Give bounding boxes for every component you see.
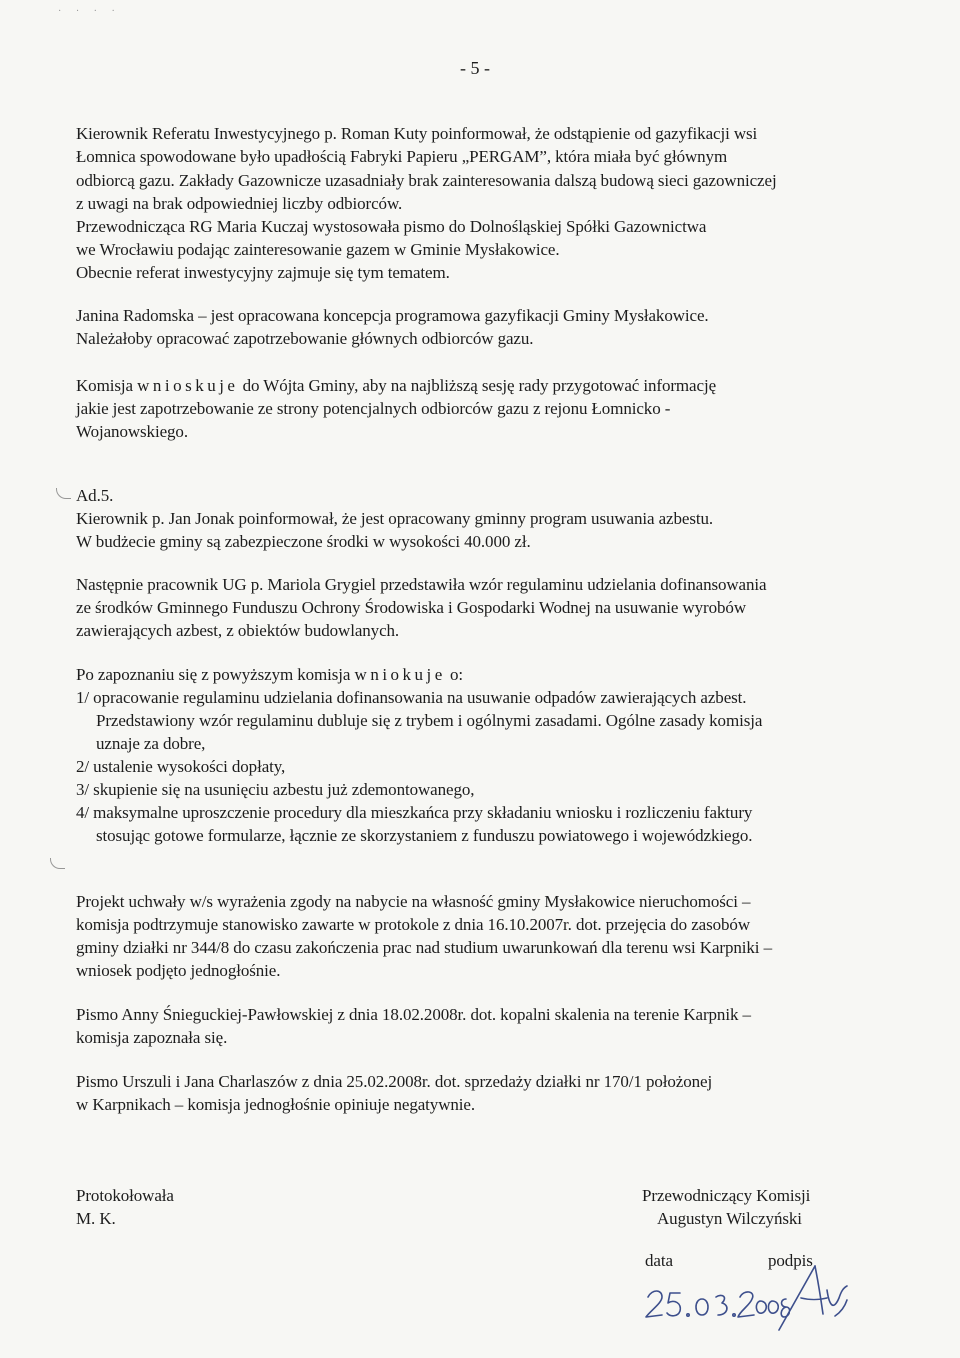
hole-punch-mark [50, 858, 65, 869]
p3-line-2: jakie jest zapotrzebowanie ze strony potencjalnych odbiorców gazu z rejonu Łomnicko - [76, 399, 671, 418]
p1-line-2: Łomnica spowodowane było upadłością Fabryki Papieru „PERGAM”, która miała być głównym [76, 147, 728, 166]
p1-line-6: we Wrocławiu podając zainteresowanie gazem w Gminie Mysłakowice. [76, 240, 560, 259]
p5-item-2: 2/ ustalenie wysokości dopłaty, [76, 757, 286, 776]
p1-line-7: Obecnie referat inwestycyjny zajmuje się tym tematem. [76, 263, 450, 282]
p3-lead: Komisja [76, 376, 133, 395]
p8-line-2: w Karpnikach – komisja jednogłośnie opiniuje negatywnie. [76, 1095, 476, 1114]
p6-line-2: komisja podtrzymuje stanowisko zawarte w protokole z dnia 16.10.2007r. dot. przejęcia do zasobów [76, 915, 751, 934]
handwritten-signature [775, 1260, 855, 1335]
p5-item-4-cont: stosując gotowe formularze, łącznie ze skorzystaniem z funduszu powiatowego i wojewódzkiego. [96, 826, 753, 845]
p5-rest: o: [449, 665, 464, 684]
p1-line-5: Przewodnicząca RG Maria Kuczaj wystosowała pismo do Dolnośląskiej Spółki Gazownictwa [76, 217, 707, 236]
p5-item-1-cont-a: Przedstawiony wzór regulaminu dubluje się z trybem i ogólnymi zasadami. Ogólne zasady komisja [96, 711, 763, 730]
p6-line-1: Projekt uchwały w/s wyrażenia zgody na nabycie na własność gminy Mysłakowice nieruchomości – [76, 892, 751, 911]
p1-line-3: odbiorcą gazu. Zakłady Gazownicze uzasadniały brak zainteresowania dalszą budową sieci gazowniczej [76, 171, 777, 190]
p7-line-2: komisja zapoznała się. [76, 1028, 228, 1047]
signature-label: podpis [768, 1251, 813, 1270]
chairman-title: Przewodniczący Komisji [642, 1186, 811, 1205]
ad5-line-2: W budżecie gminy są zabezpieczone środki w wysokości 40.000 zł. [76, 532, 531, 551]
p3-rest: do Wójta Gminy, aby na najbliższą sesję rady przygotować informację [242, 376, 717, 395]
p2-line-1: Janina Radomska – jest opracowana koncepcja programowa gazyfikacji Gminy Mysłakowice. [76, 306, 709, 325]
p7-line-1: Pismo Anny Śnieguckiej-Pawłowskiej z dnia 18.02.2008r. dot. kopalni skalenia na terenie Karpnik – [76, 1005, 751, 1024]
handwritten-date [640, 1275, 790, 1330]
p5-item-1-cont-b: uznaje za dobre, [96, 734, 206, 753]
recorder-title: Protokołowała [76, 1186, 174, 1205]
page-number: - 5 - [460, 58, 490, 78]
hole-punch-mark [56, 488, 71, 499]
scan-artifact-dots: · · · · [58, 6, 121, 17]
p3-spaced-word: wnioskuje [137, 376, 239, 395]
p6-line-3: gminy działki nr 344/8 do czasu zakończenia prac nad studium uwarunkowań dla terenu wsi Karpniki – [76, 938, 772, 957]
p5-spaced-word: wniokuje [354, 665, 446, 684]
p4-line-2: ze środków Gminnego Funduszu Ochrony Środowiska i Gospodarki Wodnej na usuwanie wyrobów [76, 598, 746, 617]
p8-line-1: Pismo Urszuli i Jana Charlaszów z dnia 25.02.2008r. dot. sprzedaży działki nr 170/1 położonej [76, 1072, 713, 1091]
p1-line-1: Kierownik Referatu Inwestycyjnego p. Roman Kuty poinformował, że odstąpienie od gazyfikacji wsi [76, 124, 758, 143]
recorder-initials: M. K. [76, 1209, 116, 1228]
p2-line-2: Należałoby opracować zapotrzebowanie głównych odbiorców gazu. [76, 329, 534, 348]
p1-line-4: z uwagi na brak odpowiedniej liczby odbiorców. [76, 194, 403, 213]
p3-line-1 [76, 375, 716, 397]
ad5-heading: Ad.5. [76, 486, 114, 505]
p5-item-1: 1/ opracowanie regulaminu udzielania dofinansowania na usuwanie odpadów zawierających azbest. [76, 688, 747, 707]
p5-item-3: 3/ skupienie się na usunięciu azbestu już zdemontowanego, [76, 780, 475, 799]
p5-line-1 [76, 664, 463, 686]
p3-line-3: Wojanowskiego. [76, 422, 188, 441]
p5-lead: Po zapoznaniu się z powyższym komisja [76, 665, 351, 684]
p4-line-3: zawierających azbest, z obiektów budowlanych. [76, 621, 400, 640]
p4-line-1: Następnie pracownik UG p. Mariola Grygiel przedstawiła wzór regulaminu udzielania dofinansowania [76, 575, 767, 594]
p5-item-4: 4/ maksymalne uproszczenie procedury dla mieszkańca przy składaniu wniosku i rozliczeniu faktury [76, 803, 753, 822]
ad5-line-1: Kierownik p. Jan Jonak poinformował, że jest opracowany gminny program usuwania azbestu. [76, 509, 714, 528]
date-label: data [645, 1251, 673, 1270]
chairman-name: Augustyn Wilczyński [657, 1209, 802, 1228]
p6-line-4: wniosek podjęto jednogłośnie. [76, 961, 281, 980]
